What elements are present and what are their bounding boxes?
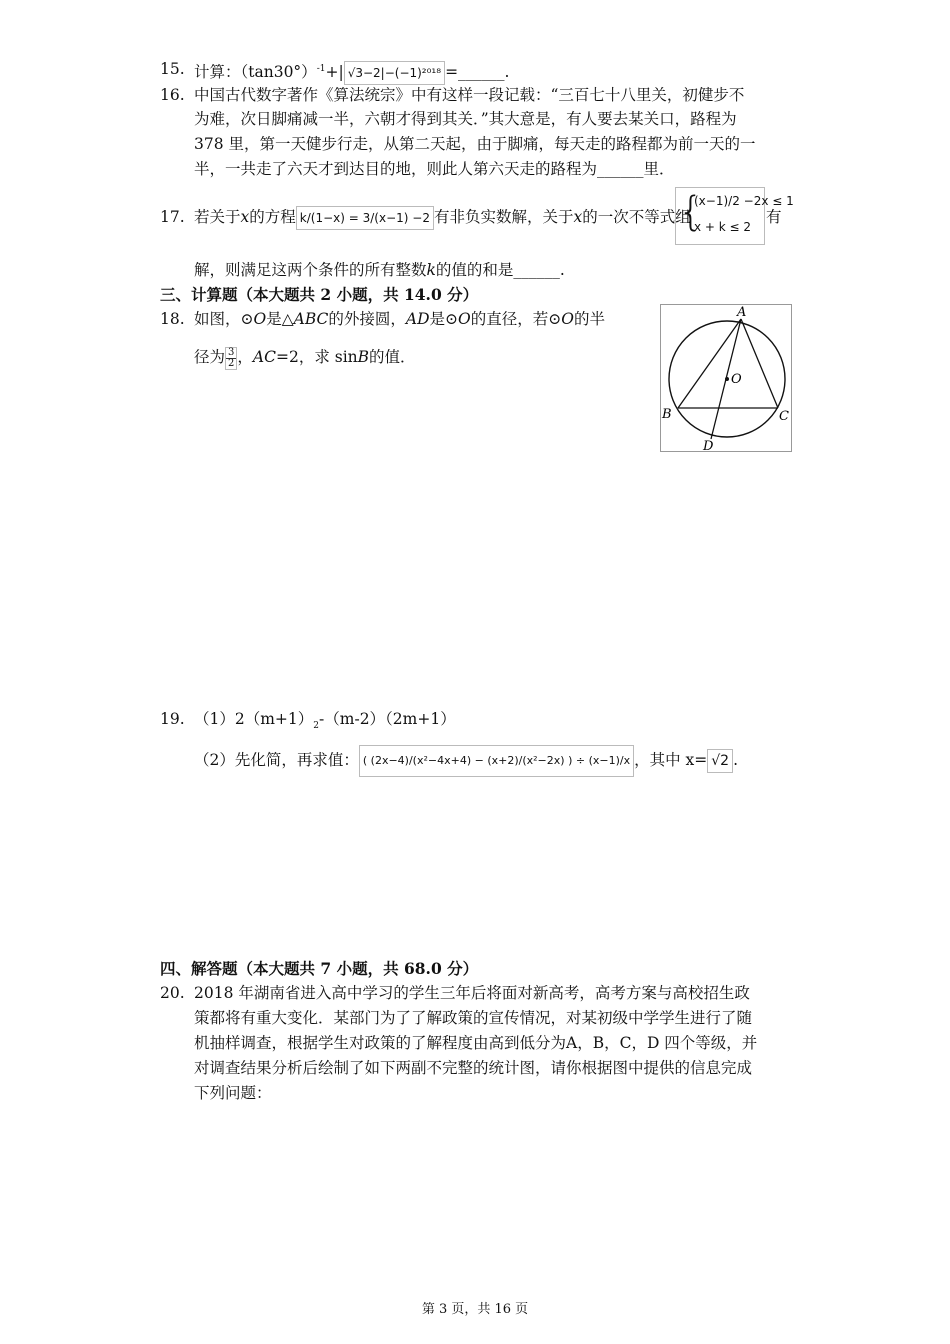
center-point bbox=[725, 377, 729, 381]
question-line: 对调查结果分析后绘制了如下两副不完整的统计图，请你根据图中提供的信息完成 bbox=[194, 1059, 753, 1077]
label-o: O bbox=[731, 372, 742, 387]
geometry-diagram bbox=[661, 305, 791, 451]
question-line: 策都将有重大变化．某部门为了了解政策的宣传情况，对某初级中学学生进行了随 bbox=[194, 1009, 753, 1027]
question-line: 机抽样调查，根据学生对政策的了解程度由高到低分为A，B，C，D 四个等级，并 bbox=[194, 1034, 758, 1052]
fraction: $\frac{3}{2}$ bbox=[225, 347, 237, 370]
question-line: 378 里，第一天健步行走，从第二天起，由于脚痛，每天走的路程都为前一天的一 bbox=[194, 135, 756, 153]
question-line: 为难，次日脚痛减一半，六朝才得到其关．”其大意是，有人要去某关口，路程为 bbox=[194, 110, 737, 128]
question-number: 20. bbox=[160, 984, 185, 1002]
question-line: 2018 年湖南省进入高中学习的学生三年后将面对新高考，高考方案与高校招生政 bbox=[194, 984, 750, 1002]
question-number: 16. bbox=[160, 86, 185, 104]
sqrt-image: √2 bbox=[707, 749, 733, 773]
label-d: D bbox=[703, 439, 714, 451]
question-number: 18. bbox=[160, 310, 185, 328]
circle-figure bbox=[660, 304, 792, 452]
question-line: 若关于x的方程 k/(1−x) = 3/(x−1) −2 有非负实数解，关于x的一次不等式组 bbox=[194, 206, 691, 230]
equation-image: k/(1−x) = 3/(x−1) −2 bbox=[296, 206, 434, 230]
label-a: A bbox=[737, 305, 747, 320]
inequality-system-image: { (x−1)/2 −2x ≤ 1 x + k ≤ 2 bbox=[675, 187, 765, 245]
question-text: 计算：$(\tan 30^\circ)^{-1}+|$ √3−2|−(−1)²⁰¹⁸ =______. bbox=[194, 58, 509, 85]
segment-ac bbox=[741, 319, 778, 408]
question-line: 中国古代数字著作《算法统宗》中有这样一段记载：“三百七十八里关，初健步不 bbox=[194, 86, 745, 104]
equation-image: √3−2|−(−1)²⁰¹⁸ bbox=[344, 61, 445, 85]
question-line: $(1)2(m+1)_2-(m-2)(2m+1)$ bbox=[194, 710, 456, 732]
label-c: C bbox=[779, 409, 789, 424]
question-line: 如图，⊙O是△ABC的外接圆，AD是⊙O的直径，若⊙O的半 bbox=[194, 310, 605, 328]
brace-icon: { bbox=[678, 189, 704, 235]
segment-ab bbox=[678, 319, 741, 408]
question-line: 下列问题： bbox=[194, 1084, 272, 1102]
section-title: 三、计算题（本大题共 2 小题，共 14.0 分） bbox=[160, 285, 479, 304]
question-line: 解，则满足这两个条件的所有整数k的值的和是______. bbox=[194, 261, 565, 279]
question-line: （2）先化简，再求值： ( (2x−4)/(x²−4x+4) − (x+2)/(x²−2x) ) ÷ (x−1)/x ，其中 x= √2 . bbox=[194, 745, 738, 777]
label-b: B bbox=[662, 407, 672, 422]
question-number: 15. bbox=[160, 60, 185, 78]
equation-image: ( (2x−4)/(x²−4x+4) − (x+2)/(x²−2x) ) ÷ (x−1)/x bbox=[359, 745, 634, 777]
question-line: 径为 $\frac{3}{2}$ ，AC=2，求 sinB的值． bbox=[194, 346, 416, 369]
section-title: 四、解答题（本大题共 7 小题，共 68.0 分） bbox=[160, 959, 479, 978]
question-line: 半，一共走了六天才到达目的地，则此人第六天走的路程为______里． bbox=[194, 160, 675, 178]
question-number: 19. bbox=[160, 710, 185, 728]
page-footer: 第 3 页，共 16 页 bbox=[421, 1302, 529, 1317]
question-number: 17. bbox=[160, 208, 185, 226]
